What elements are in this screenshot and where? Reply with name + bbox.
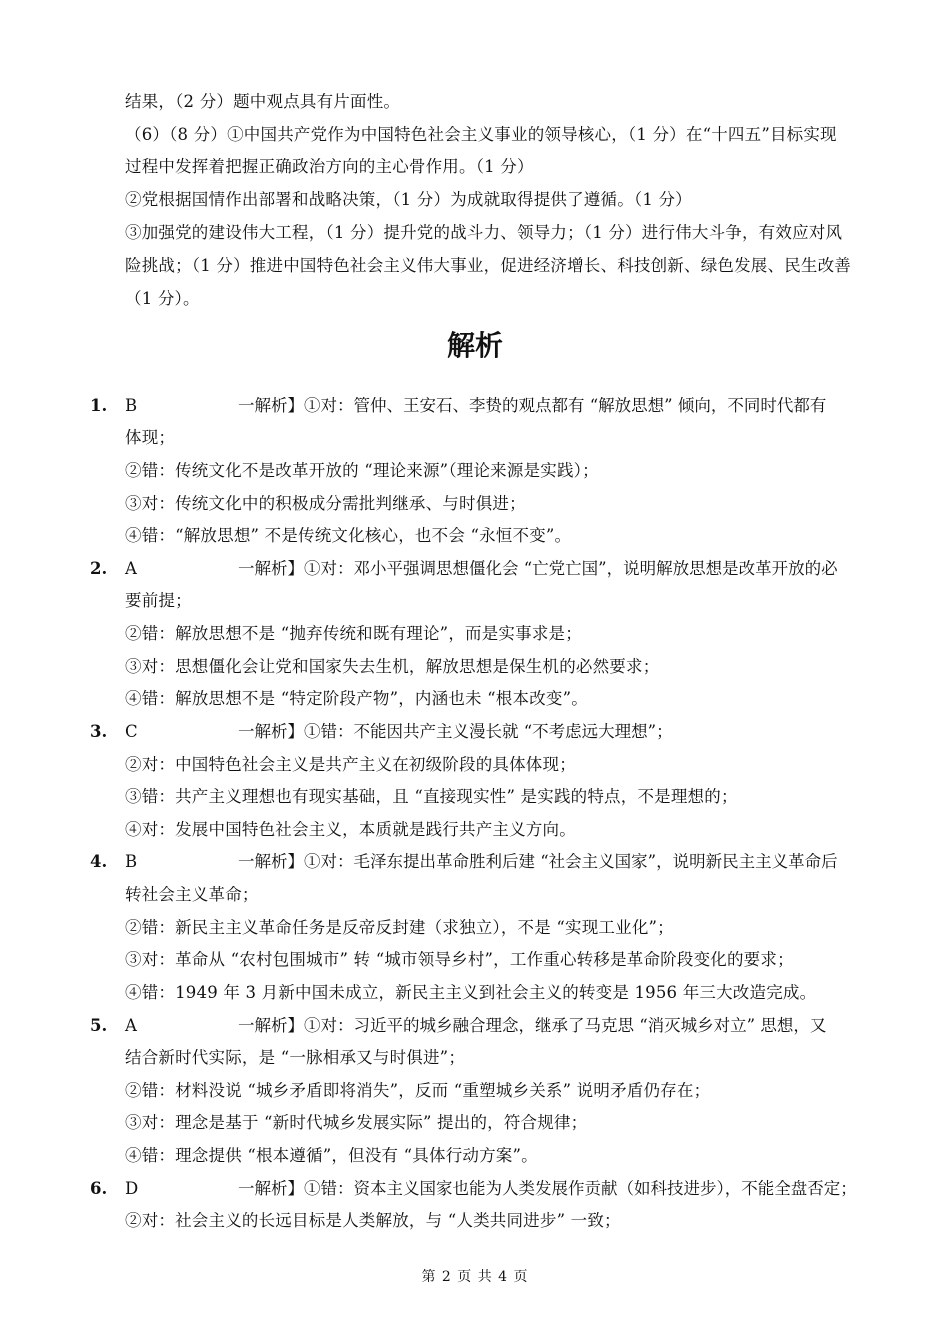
text-line: ③对：革命从 “农村包围城市” 转 “城市领导乡村”，工作重心转移是革命阶段变化的要求； <box>125 950 794 969</box>
answer-letter: B <box>125 396 138 415</box>
text-line: 体现； <box>125 428 176 447</box>
text-line: ②对：中国特色社会主义是共产主义在初级阶段的具体体现； <box>125 755 576 774</box>
text-line: ③对：传统文化中的积极成分需批判继承、与时俱进； <box>125 494 526 513</box>
text-line: 要前提； <box>125 591 192 610</box>
question-number: 2. <box>90 559 108 578</box>
text-line: ③对：理念是基于 “新时代城乡发展实际” 提出的，符合规律； <box>125 1113 588 1132</box>
text-line: ③加强党的建设伟大工程，（1 分）提升党的战斗力、领导力；（1 分）进行伟大斗争，有效应对风 <box>125 223 843 242</box>
answer-letter: A <box>125 559 137 578</box>
text-line: 险挑战；（1 分）推进中国特色社会主义伟大事业，促进经济增长、科技创新、绿色发展、民生改善 <box>125 256 851 275</box>
question-number: 4. <box>90 852 108 871</box>
answer-letter: A <box>125 1016 137 1035</box>
text-line: ②错：材料没说 “城乡矛盾即将消失”，反而 “重塑城乡关系” 说明矛盾仍存在； <box>125 1081 711 1100</box>
analysis-text: 一解析】①对：习近平的城乡融合理念，继承了马克思 “消灭城乡对立” 思想，又 <box>238 1016 827 1035</box>
section-title: 解析 <box>446 329 503 362</box>
text-line: ④错：理念提供 “根本遵循”，但没有 “具体行动方案”。 <box>125 1146 538 1165</box>
text-line: （6）（8 分）①中国共产党作为中国特色社会主义事业的领导核心，（1 分）在“十四五”目标实现 <box>125 125 837 144</box>
page-footer: 第 2 页 共 4 页 <box>421 1269 529 1285</box>
question-number: 6. <box>90 1179 108 1198</box>
text-line: 结果，（2 分）题中观点具有片面性。 <box>125 92 401 111</box>
text-line: ②错：新民主主义革命任务是反帝反封建（求独立），不是 “实现工业化”； <box>125 918 674 937</box>
text-line: ②对：社会主义的长远目标是人类解放，与 “人类共同进步” 一致； <box>125 1211 621 1230</box>
analysis-text: 一解析】①对：邓小平强调思想僵化会 “亡党亡国”，说明解放思想是改革开放的必 <box>238 559 838 578</box>
analysis-text: 一解析】①对：毛泽东提出革命胜利后建 “社会主义国家”，说明新民主主义革命后 <box>238 852 838 871</box>
question-number: 5. <box>90 1016 108 1035</box>
text-line: ④错：解放思想不是 “特定阶段产物”，内涵也未 “根本改变”。 <box>125 689 588 708</box>
question-number: 1. <box>90 396 108 415</box>
text-line: 转社会主义革命； <box>125 885 259 904</box>
question-number: 3. <box>90 722 108 741</box>
text-line: ③对：思想僵化会让党和国家失去生机，解放思想是保生机的必然要求； <box>125 657 660 676</box>
text-line: ②错：解放思想不是 “抛弃传统和既有理论”，而是实事求是； <box>125 624 582 643</box>
text-line: ③错：共产主义理想也有现实基础，且 “直接现实性” 是实践的特点，不是理想的； <box>125 787 738 806</box>
text-line: 结合新时代实际，是 “一脉相承又与时俱进”； <box>125 1048 466 1067</box>
answer-letter: D <box>125 1179 139 1198</box>
text-line: ④错：“解放思想” 不是传统文化核心，也不会 “永恒不变”。 <box>125 526 572 545</box>
text-line: ④对：发展中国特色社会主义，本质就是践行共产主义方向。 <box>125 820 576 839</box>
text-line: 过程中发挥着把握正确政治方向的主心骨作用。（1 分） <box>125 157 534 176</box>
text-line: ②党根据国情作出部署和战略决策，（1 分）为成就取得提供了遵循。（1 分） <box>125 190 692 209</box>
answer-letter: B <box>125 852 138 871</box>
analysis-text: 一解析】①对：管仲、王安石、李贽的观点都有 “解放思想” 倾向，不同时代都有 <box>238 396 827 415</box>
text-line: ④错：1949 年 3 月新中国未成立，新民主主义到社会主义的转变是 1956 年三大改造完成。 <box>125 983 817 1002</box>
answer-letter: C <box>125 722 138 741</box>
text-line: （1 分）。 <box>125 289 200 308</box>
analysis-text: 一解析】①错：资本主义国家也能为人类发展作贡献（如科技进步），不能全盘否定； <box>238 1179 857 1198</box>
text-line: ②错：传统文化不是改革开放的 “理论来源”（理论来源是实践）； <box>125 461 599 480</box>
analysis-text: 一解析】①错：不能因共产主义漫长就 “不考虑远大理想”； <box>238 722 673 741</box>
